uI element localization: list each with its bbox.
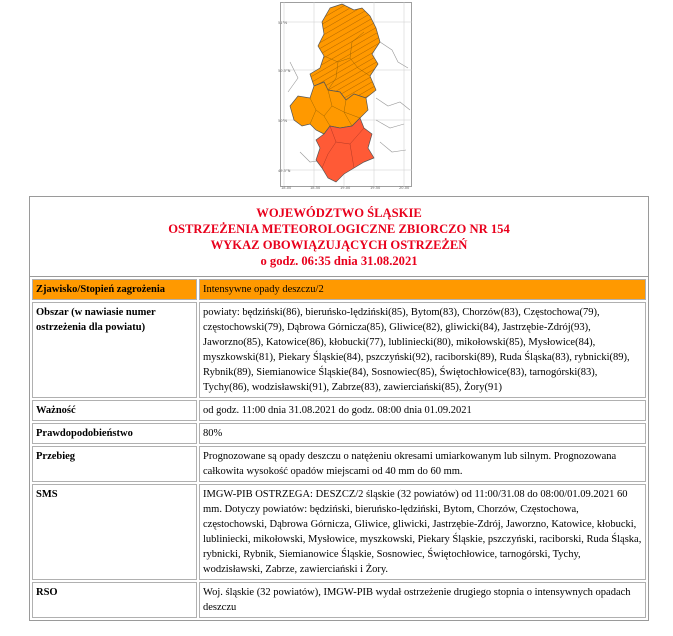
value-probability: 80% xyxy=(199,423,646,444)
label-probability: Prawdopodobieństwo xyxy=(32,423,197,444)
header-bulletin: OSTRZEŻENIA METEOROLOGICZNE ZBIORCZO NR 154 xyxy=(168,222,510,236)
row-validity xyxy=(32,400,646,421)
report-header xyxy=(30,197,648,277)
warning-table xyxy=(30,277,648,620)
lon-label-1: 18.00 xyxy=(281,186,292,190)
header-list-title: WYKAZ OBOWIĄZUJĄCYCH OSTRZEŻEŃ xyxy=(210,238,468,252)
row-rso xyxy=(32,582,646,618)
lon-label-3: 19.00 xyxy=(340,186,351,190)
lat-label-1: 51°N xyxy=(278,21,288,25)
label-phenomenon: Zjawisko/Stopień zagrożenia xyxy=(32,279,197,300)
row-course xyxy=(32,446,646,482)
header-region: WOJEWÓDZTWO ŚLĄSKIE xyxy=(256,206,422,220)
row-phenomenon xyxy=(32,279,646,300)
value-validity: od godz. 11:00 dnia 31.08.2021 do godz. 08:00 dnia 01.09.2021 xyxy=(199,400,646,421)
lon-label-5: 20.00 xyxy=(399,186,410,190)
value-course: Prognozowane są opady deszczu o natężeniu okresami umiarkowanym lub silnym. Prognozowana całkowita wysokość opadów miejscami od 40 mm do 60 mm. xyxy=(199,446,646,482)
warning-report xyxy=(29,196,649,621)
value-area: powiaty: będziński(86), bieruńsko-lędziński(85), Bytom(83), Chorzów(83), Częstochowa(79), częstochowski(79), Dąbrowa Górnicza(85), Gliwice(82), gliwicki(84), Jastrzębie-Zdrój(93), Jaworzno(85), Katowice(86), kłobucki(77), lubliniecki(80), mikołowski(85), Mysłowice(84), myszkowski(81), Piekary Śląskie(84), pszczyński(92), raciborski(89), Ruda Śląska(83), rybnicki(89), Rybnik(89), Siemianowice Śląskie(84), Sosnowiec(85), Świętochłowice(83), tarnogórski(83), Tychy(86), wodzisławski(91), Zabrze(83), zawierciański(85), Żory(91) xyxy=(199,302,646,398)
header-timestamp: o godz. 06:35 dnia 31.08.2021 xyxy=(260,254,418,268)
lat-label-3: 50°N xyxy=(278,119,288,123)
label-area: Obszar (w nawiasie numer ostrzeżenia dla powiatu) xyxy=(32,302,197,398)
value-sms: IMGW-PIB OSTRZEGA: DESZCZ/2 śląskie (32 powiatów) od 11:00/31.08 do 08:00/01.09.2021 60 mm. Dotyczy powiatów: będziński, bieruńsko-lędziński, Bytom, Chorzów, Częstochowa, częstochowski, Dąbrowa Górnicza, Gliwice, gliwicki, Jastrzębie-Zdrój, Jaworzno, Katowice, kłobucki, lubliniecki, mikołowski, Mysłowice, myszkowski, Piekary Śląskie, pszczyński, raciborski, Ruda Śląska, rybnicki, Rybnik, Siemianowice Śląskie, Sosnowiec, Świętochłowice, tarnogórski, Tychy, wodzisławski, Zabrze, zawierciański i Żory. xyxy=(199,484,646,580)
warning-map-svg xyxy=(280,2,414,190)
row-probability xyxy=(32,423,646,444)
row-sms xyxy=(32,484,646,580)
lat-label-2: 50.5°N xyxy=(278,69,291,73)
value-rso: Woj. śląskie (32 powiatów), IMGW-PIB wydał ostrzeżenie drugiego stopnia o intensywnych opadach deszczu xyxy=(199,582,646,618)
warning-map xyxy=(280,2,414,190)
label-rso: RSO xyxy=(32,582,197,618)
label-sms: SMS xyxy=(32,484,197,580)
label-validity: Ważność xyxy=(32,400,197,421)
row-area xyxy=(32,302,646,398)
lon-label-2: 18.50 xyxy=(310,186,321,190)
value-phenomenon: Intensywne opady deszczu/2 xyxy=(199,279,646,300)
label-course: Przebieg xyxy=(32,446,197,482)
lat-label-4: 49.5°N xyxy=(278,169,291,173)
lon-label-4: 19.50 xyxy=(370,186,381,190)
